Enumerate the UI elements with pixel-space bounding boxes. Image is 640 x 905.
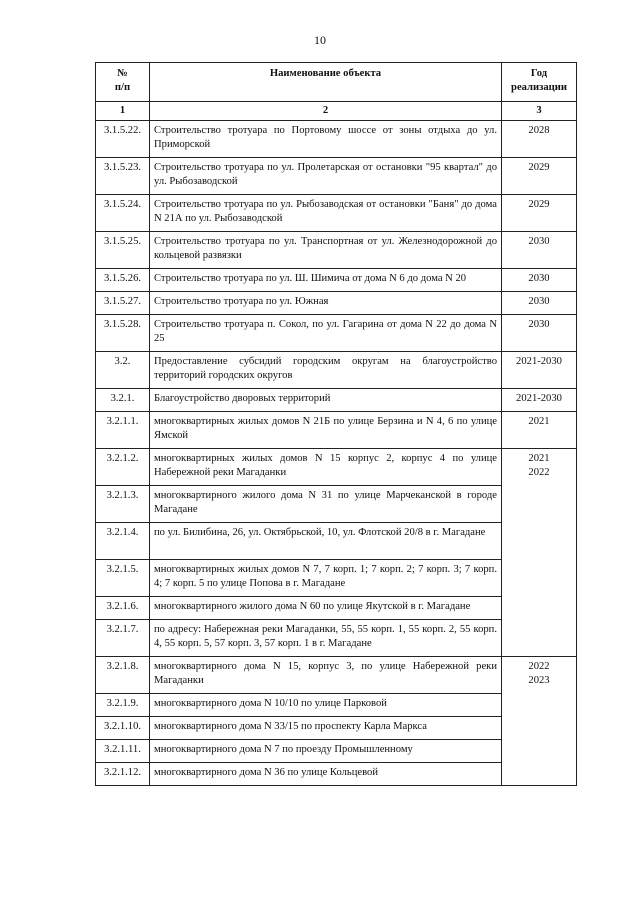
implementation-year [502,388,577,411]
row-number: 3.2.1.12. [96,762,150,785]
table-row [96,268,577,291]
object-name: Строительство тротуара по Портовому шоссе от зоны отдыха до ул. Приморской [150,120,502,157]
table-row [96,448,577,485]
table-row [96,656,577,693]
row-number: 3.1.5.26. [96,268,150,291]
object-name: многоквартирного жилого дома N 31 по улице Марчеканской в городе Магадане [150,485,502,522]
object-name: многоквартирного дома N 15, корпус 3, по улице Набережной реки Магаданки [150,656,502,693]
implementation-year [502,448,577,656]
implementation-year [502,231,577,268]
implementation-year [502,291,577,314]
implementation-year [502,411,577,448]
row-number: 3.1.5.22. [96,120,150,157]
row-number: 3.2.1.5. [96,559,150,596]
object-name: по адресу: Набережная реки Магаданки, 55, 55 корп. 1, 55 корп. 2, 55 корп. 4, 55 корп. 5, 57 корп. 3, 57 корп. 1 в г. Магадане [150,619,502,656]
year-value: 2022 [528,660,550,672]
row-number: 3.2.1. [96,388,150,411]
table-header-row [96,63,577,102]
table-row [96,231,577,268]
implementation-year [502,656,577,785]
row-number: 3.1.5.27. [96,291,150,314]
implementation-year [502,120,577,157]
column-numbers-row [96,102,577,121]
table-row [96,157,577,194]
row-number: 3.2.1.3. [96,485,150,522]
column-number: 3 [502,102,577,121]
page-number: 10 [314,33,326,47]
row-number: 3.1.5.28. [96,314,150,351]
year-value: 2028 [528,124,550,136]
object-name: Строительство тротуара по ул. Ш. Шимича от дома N 6 до дома N 20 [150,268,502,291]
object-name: Строительство тротуара по ул. Рыбозаводская от остановки "Баня" до дома N 21А по ул. Рыбозаводской [150,194,502,231]
year-value: 2023 [528,674,550,686]
table-row [96,194,577,231]
object-name: многоквартирного дома N 36 по улице Кольцевой [150,762,502,785]
year-value: 2030 [528,235,550,247]
object-name: многоквартирного жилого дома N 60 по улице Якутской в г. Магадане [150,596,502,619]
row-number: 3.2.1.2. [96,448,150,485]
row-number: 3.1.5.25. [96,231,150,268]
implementation-year [502,351,577,388]
table-body [96,120,577,785]
column-number: 1 [96,102,150,121]
object-name: многоквартирного дома N 33/15 по проспекту Карла Маркса [150,716,502,739]
row-number: 3.2.1.11. [96,739,150,762]
row-number: 3.2.1.4. [96,522,150,559]
implementation-year [502,268,577,291]
row-number: 3.2.1.10. [96,716,150,739]
object-name: многоквартирного дома N 10/10 по улице Парковой [150,693,502,716]
header-name: Наименование объекта [150,63,502,102]
object-name: многоквартирных жилых домов N 7, 7 корп. 1; 7 корп. 2; 7 корп. 3; 7 корп. 4; 7 корп. 5 по улице Попова в г. Магадане [150,559,502,596]
object-name: многоквартирных жилых домов N 21Б по улице Берзина и N 4, 6 по улице Ямской [150,411,502,448]
object-name: Строительство тротуара п. Сокол, по ул. Гагарина от дома N 22 до дома N 25 [150,314,502,351]
row-number: 3.2.1.1. [96,411,150,448]
object-name: Строительство тротуара по ул. Пролетарская от остановки "95 квартал" до ул. Рыбозаводской [150,157,502,194]
object-name: Строительство тротуара по ул. Транспортная от ул. Железнодорожной до кольцевой развязки [150,231,502,268]
implementation-year [502,157,577,194]
row-number: 3.2. [96,351,150,388]
header-year: Год реализации [502,63,577,102]
year-value: 2029 [528,198,550,210]
object-name: многоквартирных жилых домов N 15 корпус 2, корпус 4 по улице Набережной реки Магаданки [150,448,502,485]
year-value: 2030 [528,318,550,330]
column-number: 2 [150,102,502,121]
year-value: 2030 [528,295,550,307]
table-row [96,120,577,157]
table-row [96,314,577,351]
row-number: 3.1.5.23. [96,157,150,194]
table-row [96,351,577,388]
object-name: Строительство тротуара по ул. Южная [150,291,502,314]
year-value: 2022 [528,466,550,478]
year-value: 2021 [528,415,550,427]
row-number: 3.2.1.7. [96,619,150,656]
year-value: 2021 [528,452,550,464]
row-number: 3.2.1.9. [96,693,150,716]
object-name: многоквартирного дома N 7 по проезду Промышленному [150,739,502,762]
row-number: 3.1.5.24. [96,194,150,231]
table-row [96,411,577,448]
year-value: 2029 [528,161,550,173]
table-row [96,291,577,314]
year-value: 2030 [528,272,550,284]
object-name: Благоустройство дворовых территорий [150,388,502,411]
year-value: 2021-2030 [516,392,562,404]
implementation-year [502,194,577,231]
object-name: по ул. Билибина, 26, ул. Октябрьской, 10, ул. Флотской 20/8 в г. Магадане [150,522,502,559]
row-number: 3.2.1.6. [96,596,150,619]
implementation-year [502,314,577,351]
object-name: Предоставление субсидий городским округам на благоустройство территорий городских округов [150,351,502,388]
row-number: 3.2.1.8. [96,656,150,693]
table-row [96,388,577,411]
objects-table [95,62,577,786]
header-num: № п/п [96,63,150,102]
year-value: 2021-2030 [516,355,562,367]
